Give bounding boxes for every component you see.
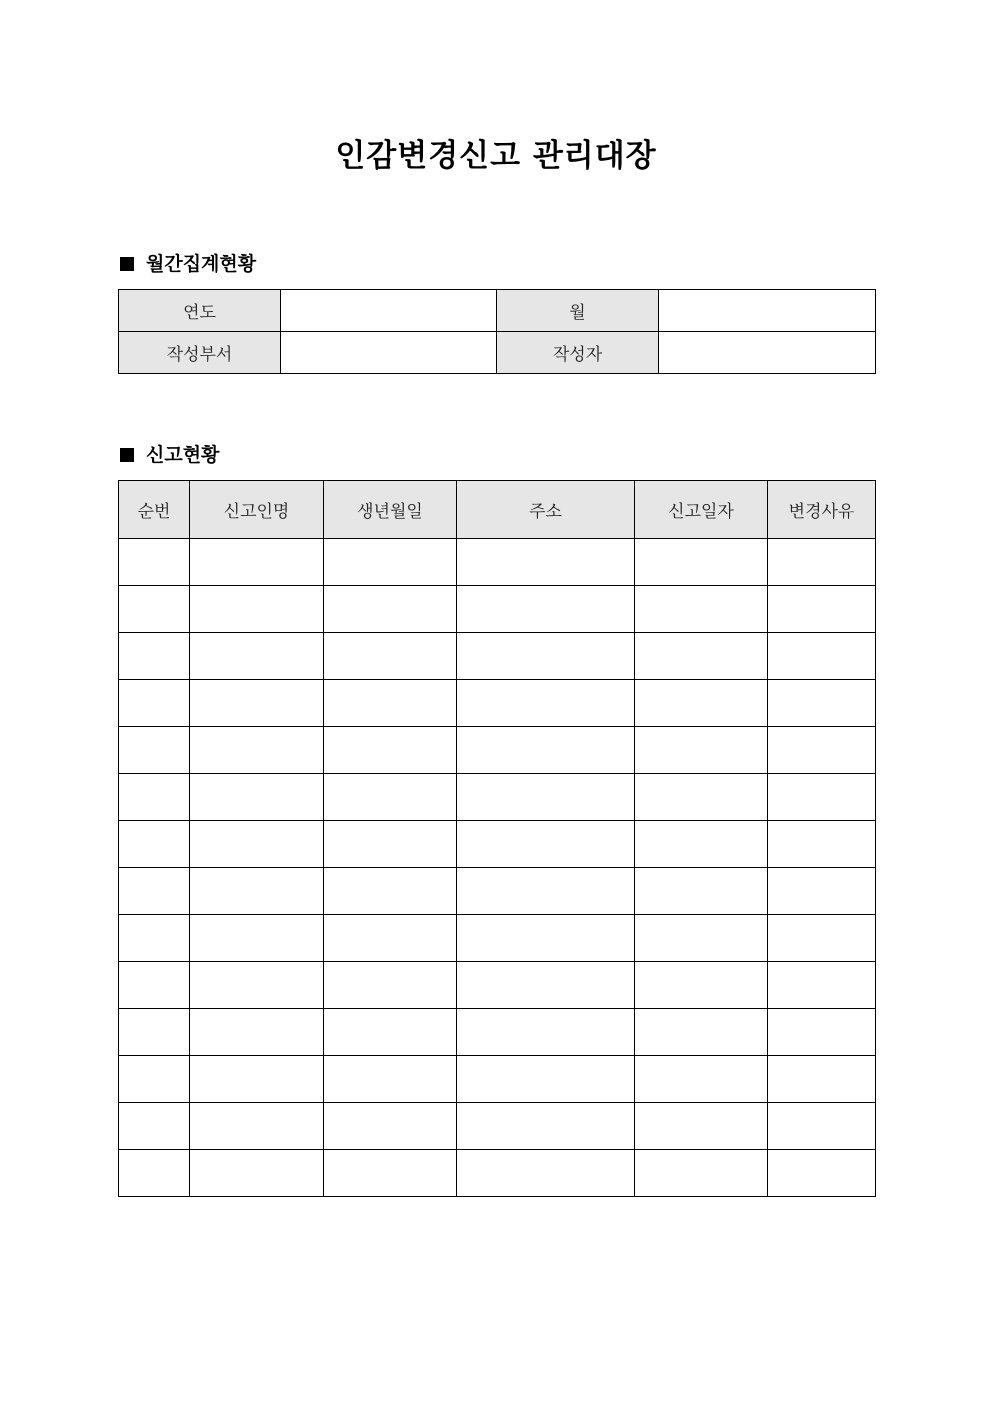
table-row bbox=[119, 680, 876, 727]
report-date-cell[interactable] bbox=[635, 915, 768, 962]
year-label: 연도 bbox=[119, 290, 281, 332]
change-reason-cell[interactable] bbox=[768, 539, 876, 586]
report-date-cell[interactable] bbox=[635, 1150, 768, 1197]
address-cell[interactable] bbox=[457, 680, 635, 727]
reporter-name-cell[interactable] bbox=[190, 962, 324, 1009]
section-heading-report-status bbox=[119, 442, 219, 468]
reporter-name-cell[interactable] bbox=[190, 633, 324, 680]
table-row bbox=[119, 868, 876, 915]
report-date-cell[interactable] bbox=[635, 539, 768, 586]
report-date-cell[interactable] bbox=[635, 586, 768, 633]
change-reason-cell[interactable] bbox=[768, 774, 876, 821]
report-register-table bbox=[118, 480, 876, 1197]
report-date-cell[interactable] bbox=[635, 727, 768, 774]
number-cell[interactable] bbox=[119, 821, 190, 868]
number-cell[interactable] bbox=[119, 539, 190, 586]
table-row bbox=[119, 1009, 876, 1056]
change-reason-cell[interactable] bbox=[768, 633, 876, 680]
change-reason-cell[interactable] bbox=[768, 1056, 876, 1103]
number-cell[interactable] bbox=[119, 915, 190, 962]
department-label: 작성부서 bbox=[119, 332, 281, 374]
address-cell[interactable] bbox=[457, 1056, 635, 1103]
table-row bbox=[119, 332, 876, 374]
table-row bbox=[119, 539, 876, 586]
birth-date-cell[interactable] bbox=[324, 915, 457, 962]
change-reason-cell[interactable] bbox=[768, 962, 876, 1009]
address-cell[interactable] bbox=[457, 633, 635, 680]
change-reason-cell[interactable] bbox=[768, 1150, 876, 1197]
column-header-report-date: 신고일자 bbox=[635, 481, 768, 539]
table-row bbox=[119, 633, 876, 680]
table-row bbox=[119, 821, 876, 868]
table-row bbox=[119, 1056, 876, 1103]
report-date-cell[interactable] bbox=[635, 962, 768, 1009]
table-header-row bbox=[119, 481, 876, 539]
address-cell[interactable] bbox=[457, 821, 635, 868]
author-field[interactable] bbox=[659, 332, 876, 374]
address-cell[interactable] bbox=[457, 868, 635, 915]
change-reason-cell[interactable] bbox=[768, 821, 876, 868]
address-cell[interactable] bbox=[457, 1150, 635, 1197]
reporter-name-cell[interactable] bbox=[190, 1009, 324, 1056]
number-cell[interactable] bbox=[119, 633, 190, 680]
address-cell[interactable] bbox=[457, 962, 635, 1009]
number-cell[interactable] bbox=[119, 680, 190, 727]
report-date-cell[interactable] bbox=[635, 633, 768, 680]
change-reason-cell[interactable] bbox=[768, 586, 876, 633]
report-date-cell[interactable] bbox=[635, 1103, 768, 1150]
reporter-name-cell[interactable] bbox=[190, 586, 324, 633]
author-label: 작성자 bbox=[497, 332, 659, 374]
monthly-summary-table bbox=[118, 289, 876, 374]
year-field[interactable] bbox=[281, 290, 497, 332]
reporter-name-cell[interactable] bbox=[190, 727, 324, 774]
birth-date-cell[interactable] bbox=[324, 1056, 457, 1103]
report-date-cell[interactable] bbox=[635, 774, 768, 821]
column-header-change-reason: 변경사유 bbox=[768, 481, 876, 539]
address-cell[interactable] bbox=[457, 915, 635, 962]
report-date-cell[interactable] bbox=[635, 1009, 768, 1056]
number-cell[interactable] bbox=[119, 1103, 190, 1150]
table-row bbox=[119, 586, 876, 633]
number-cell[interactable] bbox=[119, 1150, 190, 1197]
birth-date-cell[interactable] bbox=[324, 586, 457, 633]
birth-date-cell[interactable] bbox=[324, 1009, 457, 1056]
square-bullet-icon bbox=[120, 257, 134, 271]
number-cell[interactable] bbox=[119, 1009, 190, 1056]
column-header-number: 순번 bbox=[119, 481, 190, 539]
birth-date-cell[interactable] bbox=[324, 633, 457, 680]
number-cell[interactable] bbox=[119, 727, 190, 774]
change-reason-cell[interactable] bbox=[768, 1103, 876, 1150]
birth-date-cell[interactable] bbox=[324, 774, 457, 821]
address-cell[interactable] bbox=[457, 586, 635, 633]
report-date-cell[interactable] bbox=[635, 680, 768, 727]
number-cell[interactable] bbox=[119, 774, 190, 821]
report-date-cell[interactable] bbox=[635, 821, 768, 868]
address-cell[interactable] bbox=[457, 727, 635, 774]
reporter-name-cell[interactable] bbox=[190, 915, 324, 962]
number-cell[interactable] bbox=[119, 586, 190, 633]
month-field[interactable] bbox=[659, 290, 876, 332]
number-cell[interactable] bbox=[119, 868, 190, 915]
birth-date-cell[interactable] bbox=[324, 1103, 457, 1150]
column-header-birth-date: 생년월일 bbox=[324, 481, 457, 539]
department-field[interactable] bbox=[281, 332, 497, 374]
table-row bbox=[119, 1103, 876, 1150]
table-row bbox=[119, 774, 876, 821]
square-bullet-icon bbox=[120, 448, 134, 462]
page-title: 인감변경신고 관리대장 bbox=[335, 138, 657, 174]
reporter-name-cell[interactable] bbox=[190, 868, 324, 915]
reporter-name-cell[interactable] bbox=[190, 1150, 324, 1197]
birth-date-cell[interactable] bbox=[324, 539, 457, 586]
birth-date-cell[interactable] bbox=[324, 868, 457, 915]
birth-date-cell[interactable] bbox=[324, 821, 457, 868]
table-row bbox=[119, 290, 876, 332]
column-header-reporter-name: 신고인명 bbox=[190, 481, 324, 539]
table-row bbox=[119, 1150, 876, 1197]
reporter-name-cell[interactable] bbox=[190, 680, 324, 727]
address-cell[interactable] bbox=[457, 774, 635, 821]
change-reason-cell[interactable] bbox=[768, 680, 876, 727]
change-reason-cell[interactable] bbox=[768, 1009, 876, 1056]
change-reason-cell[interactable] bbox=[768, 915, 876, 962]
reporter-name-cell[interactable] bbox=[190, 821, 324, 868]
month-label: 월 bbox=[497, 290, 659, 332]
birth-date-cell[interactable] bbox=[324, 680, 457, 727]
address-cell[interactable] bbox=[457, 539, 635, 586]
section-heading-monthly-summary bbox=[119, 251, 256, 277]
reporter-name-cell[interactable] bbox=[190, 774, 324, 821]
section-heading-label: 신고현황 bbox=[146, 444, 220, 466]
report-date-cell[interactable] bbox=[635, 868, 768, 915]
section-heading-label: 월간집계현황 bbox=[146, 253, 257, 275]
address-cell[interactable] bbox=[457, 1103, 635, 1150]
column-header-address: 주소 bbox=[457, 481, 635, 539]
table-row bbox=[119, 915, 876, 962]
table-row bbox=[119, 962, 876, 1009]
birth-date-cell[interactable] bbox=[324, 962, 457, 1009]
address-cell[interactable] bbox=[457, 1009, 635, 1056]
register-body bbox=[119, 539, 876, 1197]
number-cell[interactable] bbox=[119, 962, 190, 1009]
change-reason-cell[interactable] bbox=[768, 727, 876, 774]
reporter-name-cell[interactable] bbox=[190, 1056, 324, 1103]
reporter-name-cell[interactable] bbox=[190, 539, 324, 586]
number-cell[interactable] bbox=[119, 1056, 190, 1103]
reporter-name-cell[interactable] bbox=[190, 1103, 324, 1150]
birth-date-cell[interactable] bbox=[324, 727, 457, 774]
birth-date-cell[interactable] bbox=[324, 1150, 457, 1197]
report-date-cell[interactable] bbox=[635, 1056, 768, 1103]
table-row bbox=[119, 727, 876, 774]
change-reason-cell[interactable] bbox=[768, 868, 876, 915]
